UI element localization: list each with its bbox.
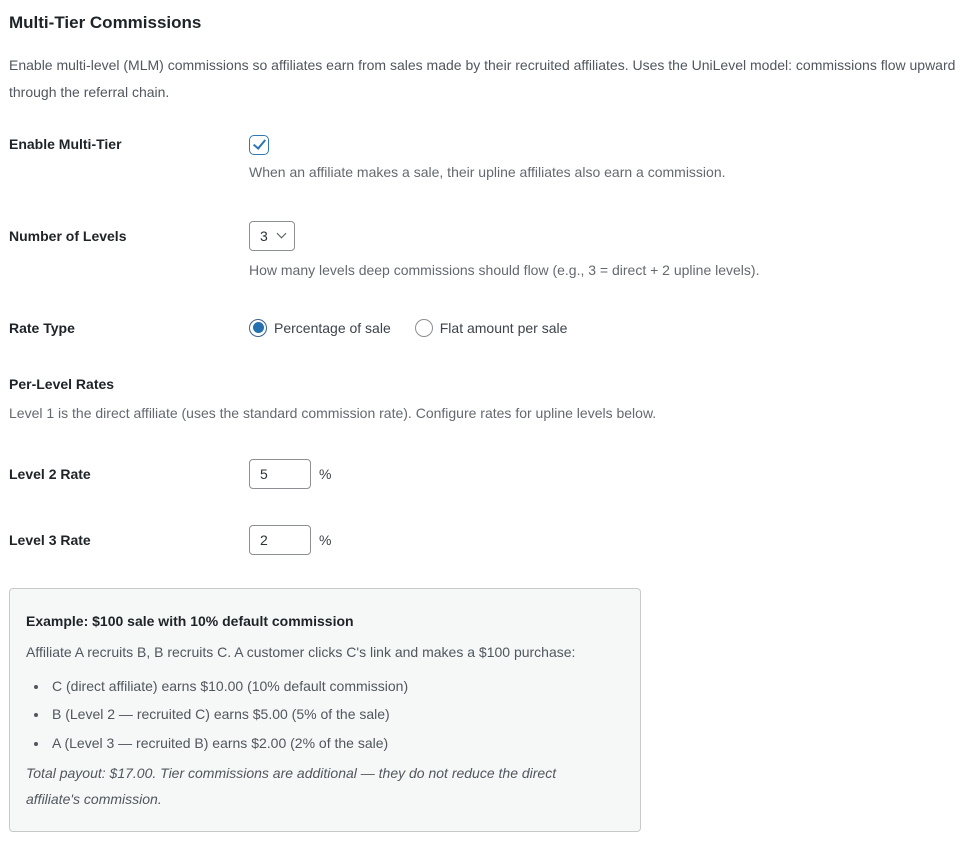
level-2-rate-unit: % — [319, 466, 332, 483]
rate-type-flat-label: Flat amount per sale — [439, 319, 568, 336]
row-enable-multi-tier — [9, 135, 967, 183]
rate-type-field — [249, 319, 967, 337]
settings-form — [9, 135, 967, 556]
example-list-item: • C (direct affiliate) earns $10.00 (10% default commission) — [49, 676, 624, 696]
number-of-levels-select-wrap — [249, 221, 295, 251]
example-title: Example: $100 sale with 10% default commission — [26, 613, 354, 630]
enable-multi-tier-checkbox[interactable] — [249, 135, 269, 155]
rate-type-percentage-label: Percentage of sale — [274, 319, 391, 336]
per-level-rates-description: Level 1 is the direct affiliate (uses the standard commission rate). Configure rates for upline levels below. — [9, 405, 657, 422]
rate-type-label: Rate Type — [9, 319, 75, 336]
level-3-rate-field — [249, 525, 967, 555]
row-level-3-rate — [9, 525, 967, 555]
enable-multi-tier-label: Enable Multi-Tier — [9, 135, 122, 152]
page-intro: Enable multi-level (MLM) commissions so affiliates earn from sales made by their recruited affiliates. Uses the UniLevel model: commissions flow upward through the referral chain. — [9, 56, 956, 101]
level-3-rate-input[interactable] — [249, 525, 311, 555]
page-title: Multi-Tier Commissions — [9, 13, 202, 32]
level-3-rate-label: Level 3 Rate — [9, 532, 91, 549]
example-list-item: • A (Level 3 — recruited B) earns $2.00 (2% of the sale) — [49, 733, 624, 753]
number-of-levels-label: Number of Levels — [9, 227, 127, 244]
example-list-item: • B (Level 2 — recruited C) earns $5.00 (5% of the sale) — [49, 704, 624, 724]
level-2-rate-field — [249, 459, 967, 489]
level-2-rate-label: Level 2 Rate — [9, 466, 91, 483]
rate-type-percentage-radio[interactable] — [249, 319, 267, 337]
level-2-rate-input[interactable] — [249, 459, 311, 489]
row-number-of-levels — [9, 221, 967, 281]
number-of-levels-description: How many levels deep commissions should flow (e.g., 3 = direct + 2 upline levels). — [249, 261, 760, 278]
example-total-note: Total payout: $17.00. Tier commissions are additional — they do not reduce the direct affiliate's commission. — [26, 765, 557, 807]
number-of-levels-field — [249, 221, 967, 281]
enable-multi-tier-description: When an affiliate makes a sale, their upline affiliates also earn a commission. — [249, 163, 726, 180]
example-box — [9, 588, 641, 832]
example-list — [26, 676, 624, 753]
rate-type-option-flat[interactable] — [415, 319, 568, 337]
per-level-rates-heading: Per-Level Rates — [9, 376, 115, 393]
number-of-levels-select[interactable] — [249, 221, 295, 251]
enable-multi-tier-field — [249, 135, 967, 183]
level-3-rate-unit: % — [319, 532, 332, 549]
row-level-2-rate — [9, 459, 967, 489]
rate-type-flat-radio[interactable] — [415, 319, 433, 337]
example-intro: Affiliate A recruits B, B recruits C. A customer clicks C's link and makes a $100 purchase: — [26, 644, 576, 661]
per-level-rates-section — [9, 376, 967, 424]
row-rate-type — [9, 319, 967, 339]
rate-type-option-percentage[interactable] — [249, 319, 391, 337]
